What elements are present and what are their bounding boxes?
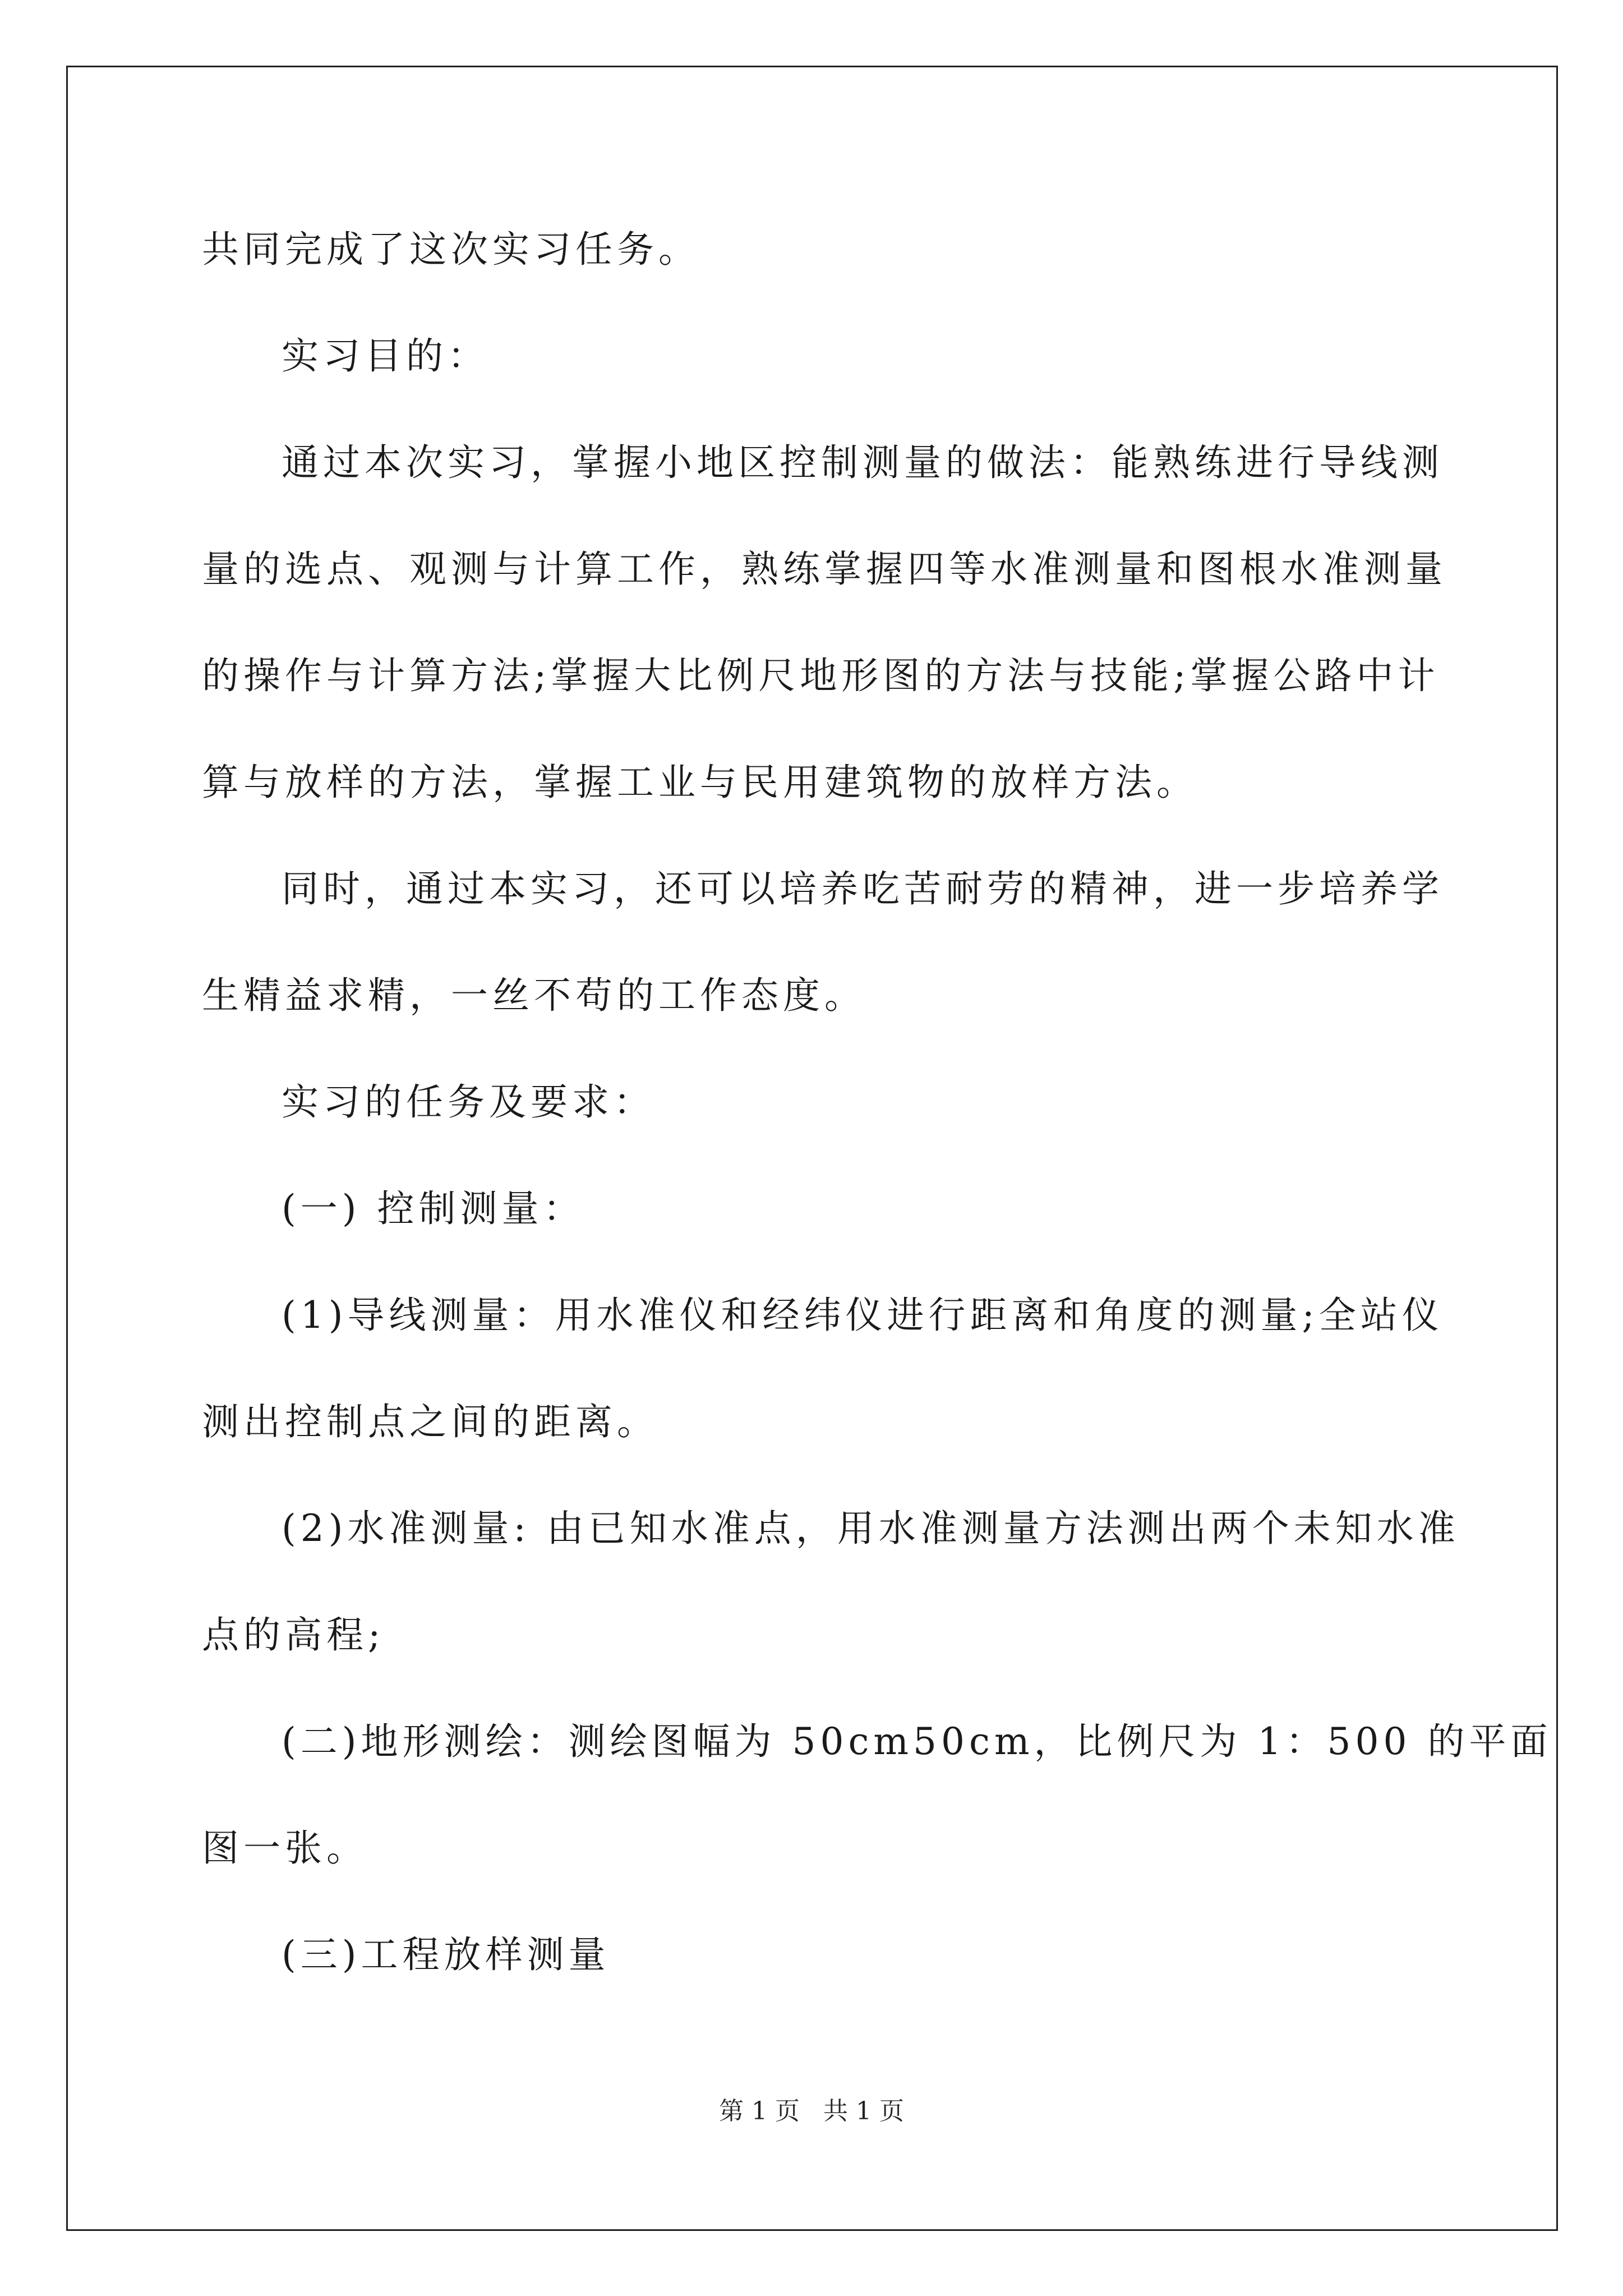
- text-line: 实习目的：: [282, 334, 489, 378]
- text-line: (1)导线测量：用水准仪和经纬仪进行距离和角度的测量;全站仪: [282, 1294, 1444, 1337]
- text-line: (三)工程放样测量: [282, 1933, 610, 1976]
- text-line: 量的选点、观测与计算工作，熟练掌握四等水准测量和图根水准测量: [202, 547, 1447, 591]
- text-line: (二)地形测绘：测绘图幅为 50cm50cm，比例尺为 1：500 的平面: [282, 1720, 1552, 1763]
- text-line: 的操作与计算方法;掌握大比例尺地形图的方法与技能;掌握公路中计: [202, 654, 1440, 697]
- text-line: 算与放样的方法，掌握工业与民用建筑物的放样方法。: [202, 761, 1198, 804]
- text-line: 实习的任务及要求：: [282, 1080, 655, 1124]
- text-line: (一) 控制测量：: [282, 1187, 585, 1230]
- text-line: 测出控制点之间的距离。: [202, 1400, 658, 1443]
- text-line: 点的高程;: [202, 1613, 385, 1657]
- text-line: (2)水准测量: 由已知水准点，用水准测量方法测出两个未知水准: [282, 1507, 1460, 1550]
- page-border: [66, 66, 1558, 2231]
- text-line: 同时，通过本实习，还可以培养吃苦耐劳的精神，进一步培养学: [282, 867, 1444, 910]
- text-line: 图一张。: [202, 1826, 368, 1870]
- page-footer: [0, 2095, 1623, 2128]
- text-line: 共同完成了这次实习任务。: [202, 228, 700, 271]
- text-line: 生精益求精，一丝不苟的工作态度。: [202, 974, 866, 1017]
- page-number: 第 1 页 共 1 页: [719, 2097, 904, 2125]
- text-line: 通过本次实习，掌握小地区控制测量的做法：能熟练进行导线测: [282, 441, 1444, 484]
